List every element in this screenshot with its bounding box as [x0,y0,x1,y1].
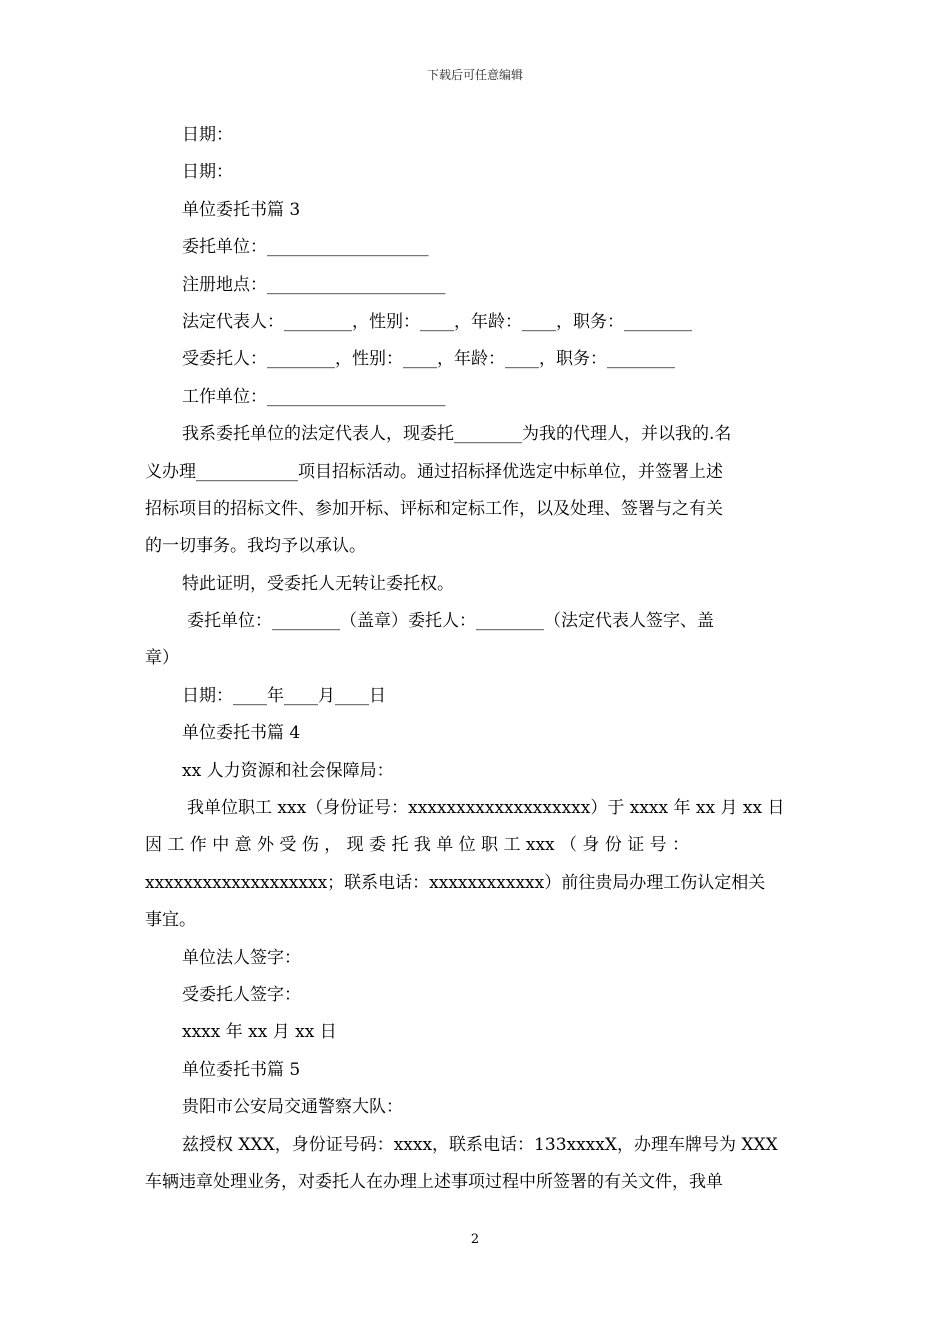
form-field-line: 工作单位：_____________________ [182,386,446,407]
date-line: 日期：____年____月____日 [182,685,386,706]
document-body [145,117,805,1201]
authorization-paragraph [145,416,805,566]
section5-paragraph [145,1127,805,1202]
form-field-line: 受委托人：________，性别：____，年龄：____，职务：________ [182,349,675,370]
addressee-line: 贵阳市公安局交通警察大队： [182,1097,403,1118]
section4-paragraph [145,790,805,940]
paragraph-line: 车辆违章处理业务，对委托人在办理上述事项过程中所签署的有关文件，我单 [145,1171,723,1192]
paragraph-line: xxxxxxxxxxxxxxxxxxx；联系电话：xxxxxxxxxxxx）前往贵局办理工伤认定相关 [145,872,766,893]
form-field-line: 注册地点：_____________________ [182,274,446,295]
paragraph-line: 我系委托单位的法定代表人，现委托________为我的代理人，并以我的.名 [182,424,732,445]
section-title: 单位委托书篇 4 [182,723,301,744]
addressee-line: xx 人力资源和社会保障局： [182,760,394,781]
date-line: xxxx 年 xx 月 xx 日 [182,1022,337,1043]
paragraph-line: 事宜。 [145,910,196,931]
section-title: 单位委托书篇 5 [182,1059,301,1080]
paragraph-line: 我单位职工 xxx（身份证号：xxxxxxxxxxxxxxxxxxx）于 xxxx 年 xx 月 xx 日 [187,798,785,819]
page-number: 2 [470,1232,480,1247]
paragraph-line: 的一切事务。我均予以承认。 [145,536,366,557]
paragraph-line: 章） [145,648,179,669]
date-line: 日期： [182,125,233,145]
paragraph-line: 委托单位：________（盖章）委托人：________（法定代表人签字、盖 [187,611,714,632]
signature-paragraph [145,603,805,678]
date-line: 日期： [182,162,233,183]
form-field-line: 法定代表人：________，性别：____，年龄：____，职务：________ [182,311,692,332]
form-field-line: 委托单位：___________________ [182,237,429,258]
page-header-note: 下载后可任意编辑 [426,68,523,82]
paragraph-line: 招标项目的招标文件、参加开标、评标和定标工作，以及处理、签署与之有关 [145,498,723,519]
paragraph-line: 兹授权 XXX，身份证号码：xxxx，联系电话：133xxxxX，办理车牌号为 XXX [182,1134,778,1155]
paragraph-line: 因 工 作 中 意 外 受 伤 ， 现 委 托 我 单 位 职 工 xxx （ 身 份 证 号 ： [145,835,690,856]
certification-line: 特此证明，受委托人无转让委托权。 [182,573,454,594]
signature-line: 单位法人签字： [182,947,301,968]
paragraph-line: 义办理____________项目招标活动。通过招标择优选定中标单位，并签署上述 [145,461,723,482]
signature-line: 受委托人签字： [182,984,301,1005]
section-title: 单位委托书篇 3 [182,199,301,220]
